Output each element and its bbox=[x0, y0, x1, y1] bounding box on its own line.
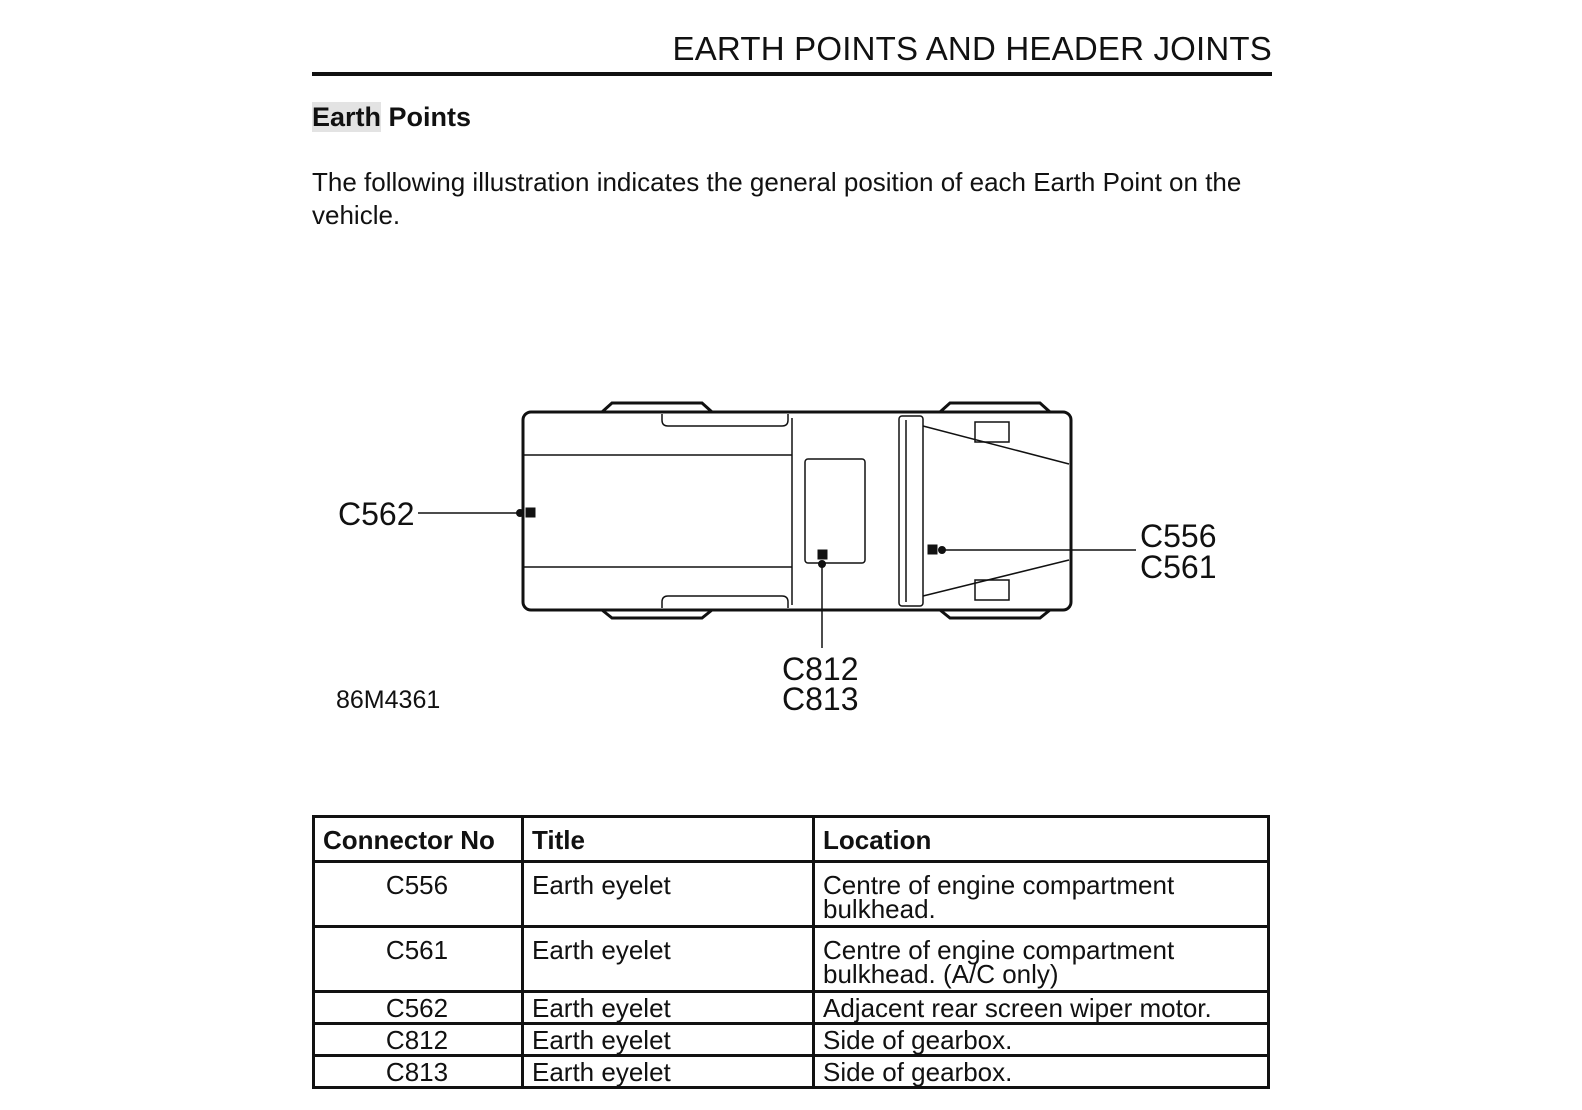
vehicle-earth-diagram bbox=[330, 390, 1250, 735]
heading-highlight: Earth bbox=[312, 102, 382, 132]
label-c561: C561 bbox=[1140, 549, 1217, 585]
earth-marker-c556 bbox=[928, 545, 937, 554]
cell-connector: C562 bbox=[314, 992, 523, 1024]
label-c556: C556 bbox=[1140, 518, 1217, 554]
location-line: Centre of engine compartment bbox=[823, 935, 1175, 965]
intro-paragraph: The following illustration indicates the general position of each Earth Point on the vehicle. bbox=[312, 167, 1242, 230]
bonnet-line-top bbox=[923, 426, 1069, 464]
table-row bbox=[314, 1056, 1269, 1088]
gearbox-tunnel bbox=[805, 459, 865, 563]
location-line: bulkhead. (A/C only) bbox=[823, 959, 1059, 989]
earth-points-table bbox=[312, 815, 1270, 1089]
cell-connector: C561 bbox=[314, 927, 523, 992]
table-row bbox=[314, 862, 1269, 927]
bonnet-line-bottom bbox=[923, 560, 1069, 596]
earth-marker-c562 bbox=[526, 508, 535, 517]
location-line: bulkhead. bbox=[823, 894, 936, 924]
heading-rest: Points bbox=[381, 102, 472, 132]
label-c812: C812 bbox=[782, 651, 859, 687]
bulkhead bbox=[899, 416, 923, 606]
table-row bbox=[314, 1024, 1269, 1056]
cell-title: Earth eyelet bbox=[523, 1024, 814, 1056]
header-location: Location bbox=[814, 817, 1269, 862]
cell-location bbox=[814, 927, 1269, 992]
cell-location: Side of gearbox. bbox=[814, 1024, 1269, 1056]
cell-title: Earth eyelet bbox=[523, 1056, 814, 1088]
cell-title: Earth eyelet bbox=[523, 992, 814, 1024]
bonnet-vent-top bbox=[975, 422, 1009, 442]
header-rule bbox=[312, 72, 1272, 76]
cell-location: Side of gearbox. bbox=[814, 1056, 1269, 1088]
cell-title: Earth eyelet bbox=[523, 862, 814, 927]
arch-inner-rear-top bbox=[662, 414, 788, 426]
table-row bbox=[314, 992, 1269, 1024]
arch-inner-rear-bottom bbox=[662, 596, 788, 608]
header-title: Title bbox=[523, 817, 814, 862]
cell-connector: C556 bbox=[314, 862, 523, 927]
page-header-title: EARTH POINTS AND HEADER JOINTS bbox=[672, 30, 1272, 67]
section-heading bbox=[312, 102, 471, 133]
earth-marker-c812 bbox=[818, 550, 827, 559]
header-connector-no: Connector No bbox=[314, 817, 523, 862]
cell-connector: C813 bbox=[314, 1056, 523, 1088]
cell-location bbox=[814, 862, 1269, 927]
table-header-row bbox=[314, 817, 1269, 862]
location-line: Centre of engine compartment bbox=[823, 870, 1175, 900]
bonnet-vent-bottom bbox=[975, 580, 1009, 600]
cell-location: Adjacent rear screen wiper motor. bbox=[814, 992, 1269, 1024]
vehicle-diagram-svg bbox=[330, 390, 1250, 730]
cell-connector: C812 bbox=[314, 1024, 523, 1056]
cell-title: Earth eyelet bbox=[523, 927, 814, 992]
label-c562: C562 bbox=[338, 496, 415, 532]
table-row bbox=[314, 927, 1269, 992]
figure-id: 86M4361 bbox=[336, 686, 441, 714]
label-c813: C813 bbox=[782, 681, 859, 717]
